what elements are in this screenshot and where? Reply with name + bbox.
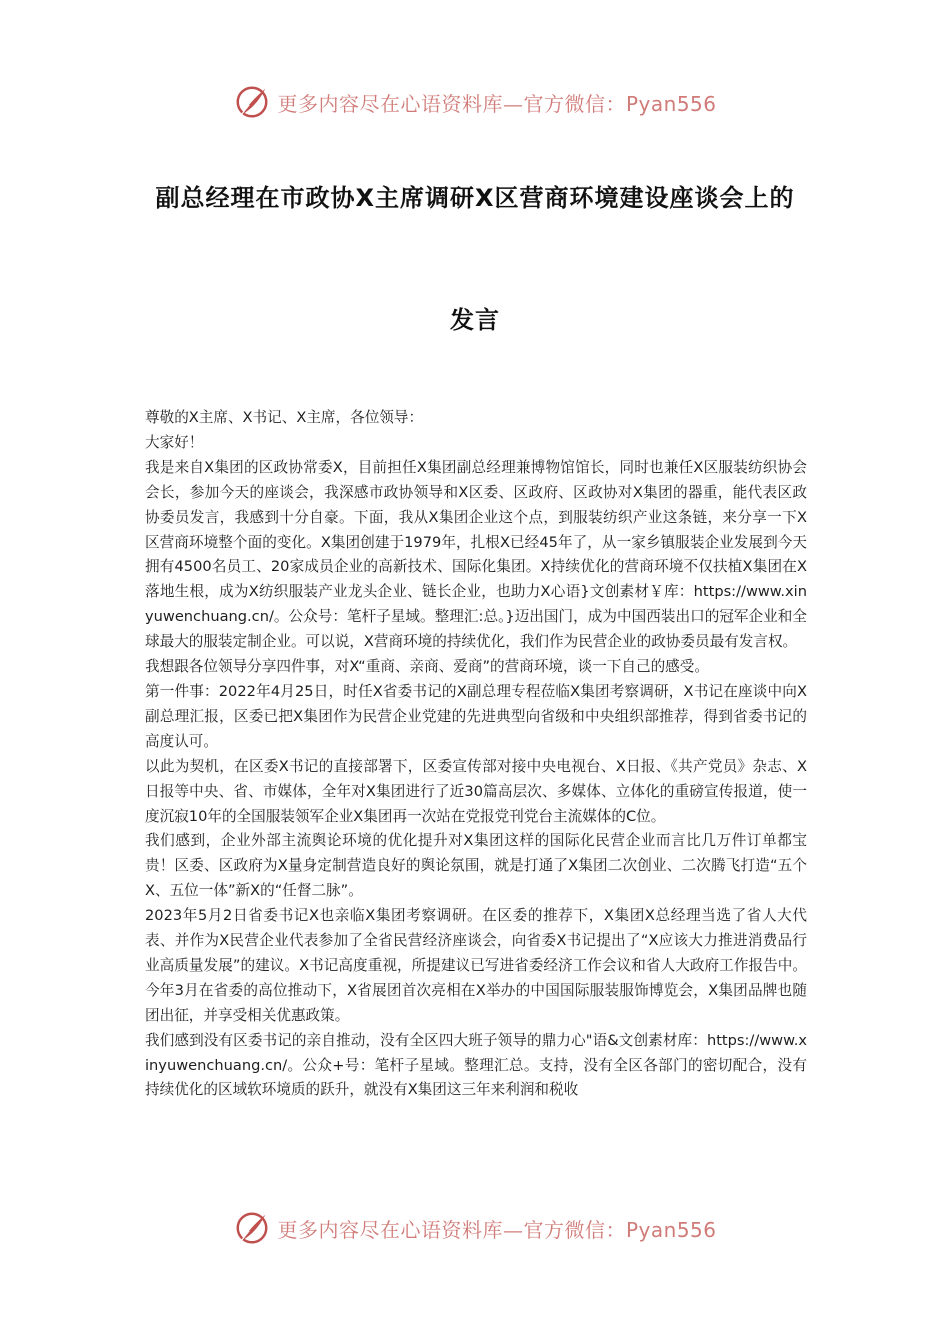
body-paragraph: 2023年5月2日省委书记X也亲临X集团考察调研。在区委的推荐下，X集团X总经理当选了省人大代表、并作为X民营企业代表参加了全省民营经济座谈会，向省委X书记提出了“X应该大力推进消费品行业高质量发展”的建议。X书记高度重视，所提建议已写进省委经济工作会议和省人大政府工作报告中。今年3月在省委的高位推动下，X省展团首次亮相在X举办的中国国际服装服饰博览会，X集团品牌也随团出征，并享受相关优惠政策。 — [145, 907, 807, 1024]
greeting: 大家好！ — [145, 433, 204, 451]
watermark-text — [277, 1214, 716, 1243]
body-paragraph: 我想跟各位领导分享四件事，对X“重商、亲商、爱商”的营商环境，谈一下自己的感受。 — [145, 658, 709, 676]
watermark-wechat-handle: Pyan556 — [625, 91, 717, 116]
body-paragraph: 第一件事：2022年4月25日，时任X省委书记的X副总理专程莅临X集团考察调研，X书记在座谈中向X副总理汇报，区委已把X集团作为民营企业党建的先进典型向省级和中央组织部推荐，得到省委书记的高度认可。 — [145, 682, 807, 750]
watermark-wechat-handle: Pyan556 — [625, 1217, 717, 1242]
quill-logo-icon — [233, 1209, 271, 1247]
body-paragraph: 我们感到，企业外部主流舆论环境的优化提升对X集团这样的国际化民营企业而言比几万件订单都宝贵！区委、区政府为X量身定制营造良好的舆论氛围，就是打通了X集团二次创业、二次腾飞打造“五个X、五位一体”新X的“任督二脉”。 — [145, 832, 807, 900]
footer-watermark-banner — [0, 1206, 950, 1250]
header-watermark-banner — [0, 80, 950, 124]
watermark-text — [277, 88, 716, 117]
body-paragraph: 我们感到没有区委书记的亲自推动，没有全区四大班子领导的鼎力心"语&文创素材库：https://www.xinyuwenchuang.cn/。公众+号：笔杆子星域。整理汇总。支持，没有全区各部门的密切配合，没有持续优化的区域软环境质的跃升，就没有X集团这三年来利润和税收 — [145, 1031, 807, 1099]
document-title-line-2: 发言 — [450, 306, 500, 334]
document-title-line-1: 副总经理在市政协X主席调研X区营商环境建设座谈会上的 — [155, 184, 795, 212]
body-paragraph: 我是来自X集团的区政协常委X，目前担任X集团副总经理兼博物馆馆长，同时也兼任X区服装纺织协会会长，参加今天的座谈会，我深感市政协领导和X区委、区政府、区政协对X集团的器重，能代表区政协委员发言，我感到十分自豪。下面，我从X集团企业这个点，到服装纺织产业这条链，来分享一下X区营商环境整个面的变化。X集团创建于1979年，扎根X已经45年了，从一家乡镇服装企业发展到今天拥有4500名员工、20家成员企业的高新技术、国际化集团。X持续优化的营商环境不仅扶植X集团在X落地生根，成为X纺织服装产业龙头企业、链长企业，也助力X心语}文创素材￥库：https://www.xinyuwenchuang.cn/。公众号：笔杆子星域。整理汇:总。}迈出国门，成为中国西装出口的冠军企业和全球最大的服装定制企业。可以说，X营商环境的持续优化，我们作为民营企业的政协委员最有发言权。 — [145, 458, 807, 651]
watermark-message: 更多内容尽在心语资料库—官方微信： — [277, 91, 626, 116]
watermark-message: 更多内容尽在心语资料库—官方微信： — [277, 1217, 626, 1242]
salutation: 尊敬的X主席、X书记、X主席，各位领导： — [145, 409, 424, 426]
document-body — [145, 406, 807, 1103]
quill-logo-icon — [233, 83, 271, 121]
body-paragraph: 以此为契机，在区委X书记的直接部署下，区委宣传部对接中央电视台、X日报、《共产党员》杂志、X日报等中央、省、市媒体，全年对X集团进行了近30篇高层次、多媒体、立体化的重磅宣传报道，使一度沉寂10年的全国服装领军企业X集团再一次站在党报党刊党台主流媒体的C位。 — [145, 757, 807, 825]
